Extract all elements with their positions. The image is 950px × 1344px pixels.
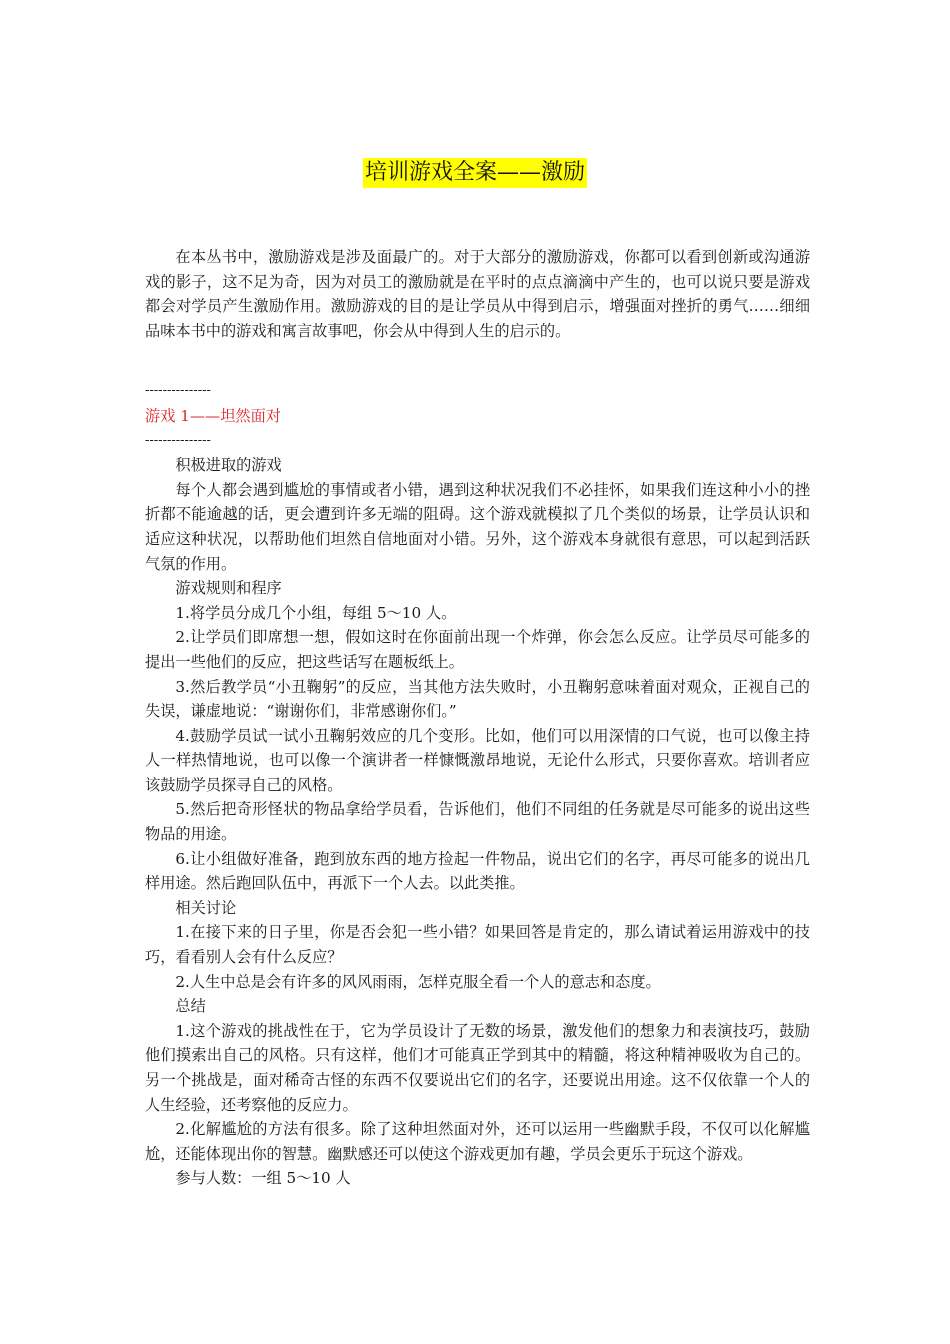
document-body [145, 245, 810, 1191]
separator-bottom: --------------- [145, 432, 211, 448]
rule-item-2: 2.让学员们即席想一想，假如这时在你面前出现一个炸弹，你会怎么反应。让学员尽可能多的提出一些他们的反应，把这些话写在题板纸上。 [145, 628, 810, 671]
purpose-paragraph: 每个人都会遇到尴尬的事情或者小错，遇到这种状况我们不必挂怀，如果我们连这种小小的挫折都不能逾越的话，更会遭到许多无端的阻碍。这个游戏就模拟了几个类似的场景，让学员认识和适应这种状况，以帮助他们坦然自信地面对小错。另外，这个游戏本身就很有意思，可以起到活跃气氛的作用。 [145, 480, 810, 573]
discussion-item-1: 1.在接下来的日子里，你是否会犯一些小错？如果回答是肯定的，那么请试着运用游戏中的技巧，看看别人会有什么反应？ [145, 923, 810, 967]
rule-item-4: 4.鼓励学员试一试小丑鞠躬效应的几个变形。比如，他们可以用深情的口气说，也可以像主持人一样热情地说，也可以像一个演讲者一样慷慨激昂地说，无论什么形式，只要你喜欢。培训者应该鼓励学员探寻自己的风格。 [145, 726, 810, 794]
discussion-heading: 相关讨论 [175, 898, 237, 917]
document-title: 培训游戏全案——激励 [363, 158, 587, 188]
intro-paragraph: 在本丛书中，激励游戏是涉及面最广的。对于大部分的激励游戏，你都可以看到创新或沟通游戏的影子，这不足为奇，因为对员工的激励就是在平时的点点滴滴中产生的，也可以说只要是游戏都会对学员产生激励作用。激励游戏的目的是让学员从中得到启示，增强面对挫折的勇气……细细品味本书中的游戏和寓言故事吧，你会从中得到人生的启示的。 [145, 248, 810, 340]
separator-top: --------------- [145, 383, 211, 399]
summary-heading: 总结 [175, 997, 206, 1016]
rules-heading: 游戏规则和程序 [175, 579, 282, 598]
participants-line: 参与人数：一组 5～10 人 [175, 1169, 351, 1188]
rule-item-1: 1.将学员分成几个小组，每组 5～10 人。 [175, 603, 457, 622]
title-container [0, 158, 950, 188]
rule-item-3: 3.然后教学员“小丑鞠躬”的反应，当其他方法失败时，小丑鞠躬意味着面对观众，正视自己的失误，谦虚地说：“谢谢你们，非常感谢你们。” [145, 677, 810, 721]
discussion-item-2: 2.人生中总是会有许多的风风雨雨，怎样克服全看一个人的意志和态度。 [175, 972, 661, 991]
summary-item-1: 1.这个游戏的挑战性在于，它为学员设计了无数的场景，激发他们的想象力和表演技巧，鼓励他们摸索出自己的风格。只有这样，他们才可能真正学到其中的精髓，将这种精神吸收为自己的。另一个挑战是，面对稀奇古怪的东西不仅要说出它们的名字，还要说出用途。这不仅依靠一个人的人生经验，还考察他的反应力。 [145, 1021, 810, 1114]
summary-item-2: 2.化解尴尬的方法有很多。除了这种坦然面对外，还可以运用一些幽默手段，不仅可以化解尴尬，还能体现出你的智慧。幽默感还可以使这个游戏更加有趣，学员会更乐于玩这个游戏。 [145, 1120, 810, 1163]
rule-item-6: 6.让小组做好准备，跑到放东西的地方捡起一件物品，说出它们的名字，再尽可能多的说出几样用途。然后跑回队伍中，再派下一个人去。以此类推。 [145, 849, 810, 893]
rule-item-5: 5.然后把奇形怪状的物品拿给学员看，告诉他们，他们不同组的任务就是尽可能多的说出这些物品的用途。 [145, 800, 810, 844]
game-title: 游戏 1——坦然面对 [145, 406, 281, 425]
purpose-heading: 积极进取的游戏 [175, 456, 282, 475]
